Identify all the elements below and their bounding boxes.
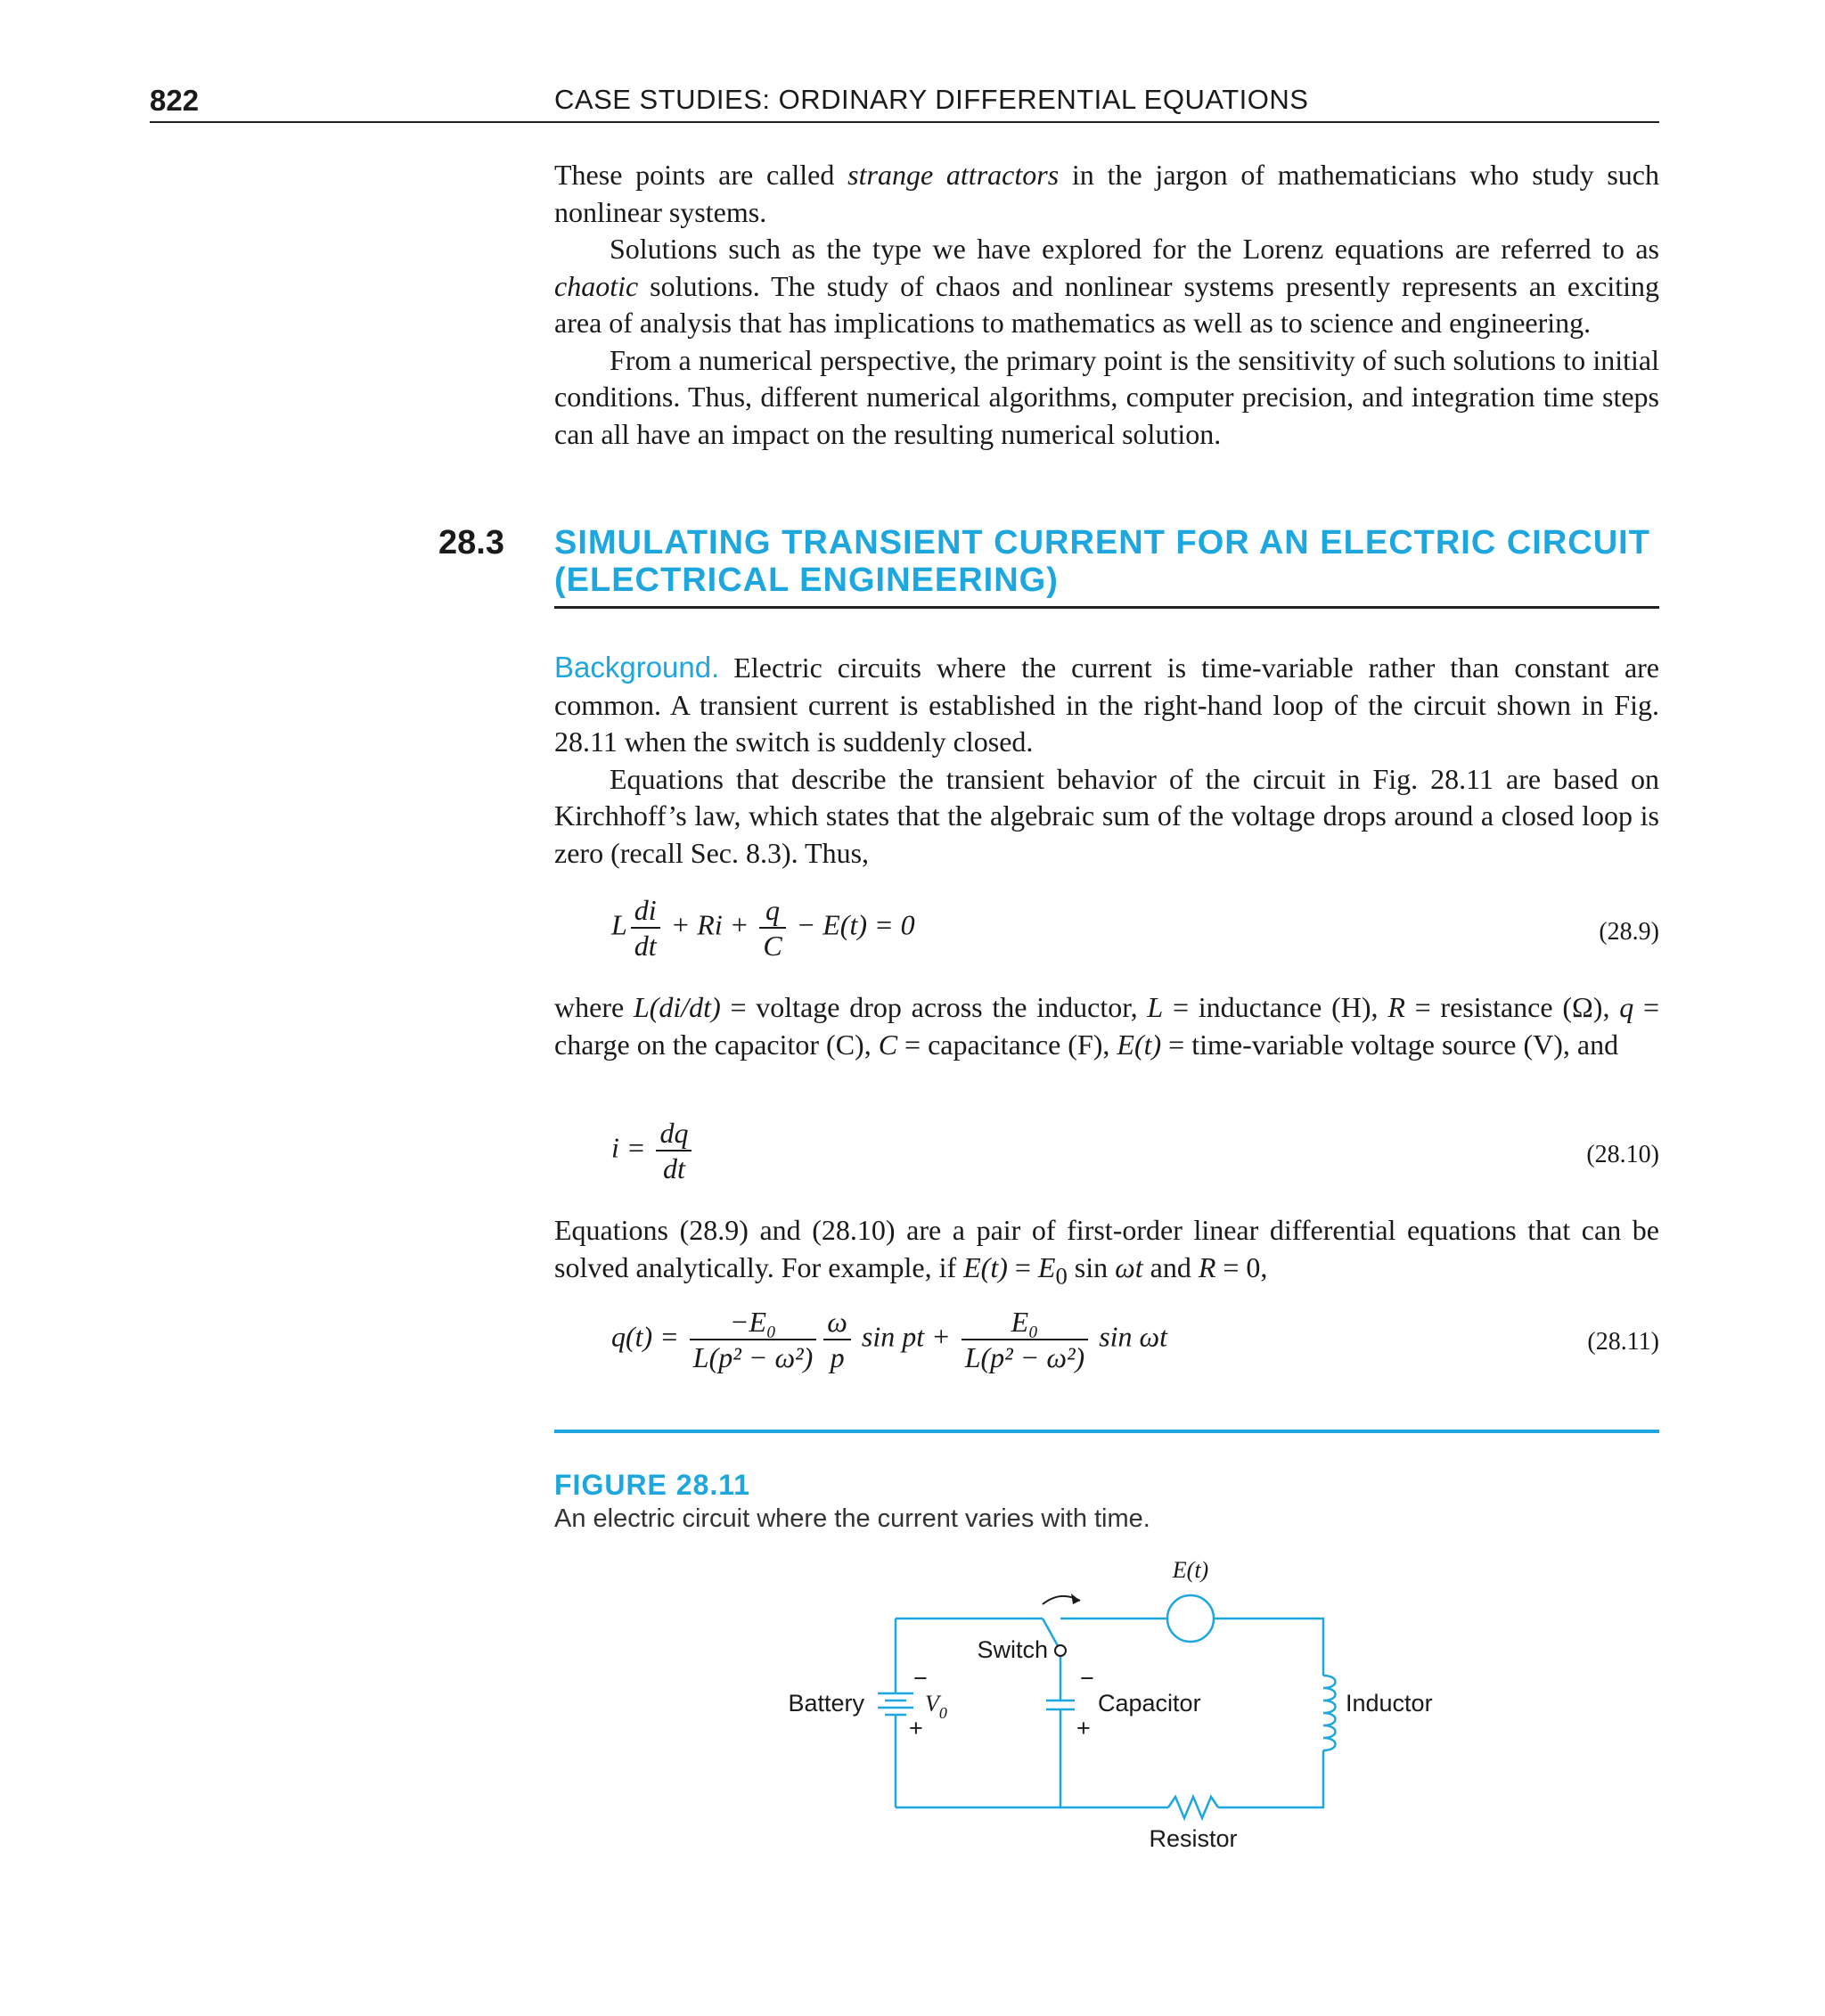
background-paragraph-2: Equations that describe the transient behavior of the circuit in Fig. 28.11 are based on Kirchhoff’s law, which states that the algebraic sum of the voltage drops around a closed loop is zero (recall Sec. 8.3). Thus, <box>554 762 1659 869</box>
background-lead: Background. <box>554 651 720 684</box>
wire-right-bottom <box>1218 1750 1323 1807</box>
intro-paragraph-3: From a numerical perspective, the primary point is the sensitivity of such solutions to initial conditions. Thus, different numerical algorithms, computer precision, and integration time steps can all have an impact on the resulting numerical solution. <box>554 343 1659 450</box>
label-v0: $V_0$ <box>925 1691 947 1722</box>
page-header <box>150 80 1659 123</box>
definitions-paragraph: where L(di/dt) = voltage drop across the inductor, L = inductance (H), R = resistance (Ω), q = charge on the capacitor (C), C = capacitance (F), E(t) = time-variable voltage source (V), and <box>554 991 1660 1061</box>
wire-top-right <box>1214 1619 1323 1676</box>
switch-contact-icon <box>1055 1645 1066 1656</box>
equation-28-9: L $\frac{di}{dt}$ + Ri + $\frac{q}{C}$ − E(t) = 0 <box>611 894 915 962</box>
circuit-diagram <box>766 1551 1461 1872</box>
battery-icon <box>878 1693 913 1715</box>
battery-minus-sign: − <box>913 1665 928 1692</box>
page-number: 822 <box>150 84 200 117</box>
equation-number-28-10: (28.10) <box>1586 1141 1659 1168</box>
label-switch: Switch <box>977 1636 1048 1663</box>
intro-paragraph-1: These points are called strange attractors in the jargon of mathematicians who study such nonlinear systems. <box>554 159 1660 228</box>
battery-plus-sign: + <box>909 1715 923 1741</box>
label-capacitor: Capacitor <box>1098 1690 1201 1717</box>
equation-number-28-9: (28.9) <box>1599 918 1659 946</box>
equation-28-10: i = $\frac{dq}{dt}$ <box>611 1116 695 1185</box>
equation-28-11: q(t) = $\frac{\text{−E₀}}{\text{L(p² − ω²)}}$ $\frac{\omega}{p}$ sin pt + $\frac{\text{E₀}}{\text{L(p² − ω²)}}$ sin ωt <box>611 1306 1168 1373</box>
solution-text <box>554 1212 1659 1294</box>
voltage-source-icon <box>1167 1595 1214 1642</box>
capacitor-minus-sign: − <box>1080 1665 1094 1692</box>
label-resistor: Resistor <box>1149 1825 1238 1852</box>
definitions-text <box>554 989 1659 1063</box>
figure-caption: An electric circuit where the current varies with time. <box>554 1504 1150 1533</box>
equation-number-28-11: (28.11) <box>1587 1328 1659 1356</box>
switch-arrowhead-icon <box>1071 1594 1080 1604</box>
figure-rule <box>554 1430 1659 1433</box>
section-title: SIMULATING TRANSIENT CURRENT FOR AN ELECTRIC CIRCUIT (ELECTRICAL ENGINEERING) <box>554 524 1659 609</box>
resistor-icon <box>1168 1797 1218 1818</box>
inductor-icon <box>1323 1676 1336 1750</box>
label-source: E(t) <box>1172 1557 1209 1583</box>
solution-paragraph: Equations (28.9) and (28.10) are a pair of first-order linear differential equations that can be solved analytically. For example, if $E(t) = E_0$ sin ωt and R = 0, <box>554 1214 1659 1289</box>
figure-label: FIGURE 28.11 <box>554 1469 751 1501</box>
capacitor-icon <box>1046 1700 1075 1709</box>
background-paragraph-1: Background. Electric circuits where the current is time-variable rather than constant are common. A transient current is established in the right-hand loop of the circuit shown in Fig. 28.11 when the switch is suddenly closed. <box>554 651 1659 758</box>
intro-paragraph-2: Solutions such as the type we have explored for the Lorenz equations are referred to as chaotic solutions. The study of chaos and nonlinear systems presently represents an exciting area of analysis that has implications to mathematics as well as to science and engineering. <box>554 233 1659 339</box>
label-inductor: Inductor <box>1346 1690 1433 1717</box>
intro-text <box>554 157 1659 453</box>
capacitor-plus-sign: + <box>1076 1715 1091 1741</box>
label-battery: Battery <box>788 1690 864 1717</box>
background-text <box>554 649 1659 872</box>
running-head: CASE STUDIES: ORDINARY DIFFERENTIAL EQUATIONS <box>554 84 1309 115</box>
section-number: 28.3 <box>438 524 504 561</box>
